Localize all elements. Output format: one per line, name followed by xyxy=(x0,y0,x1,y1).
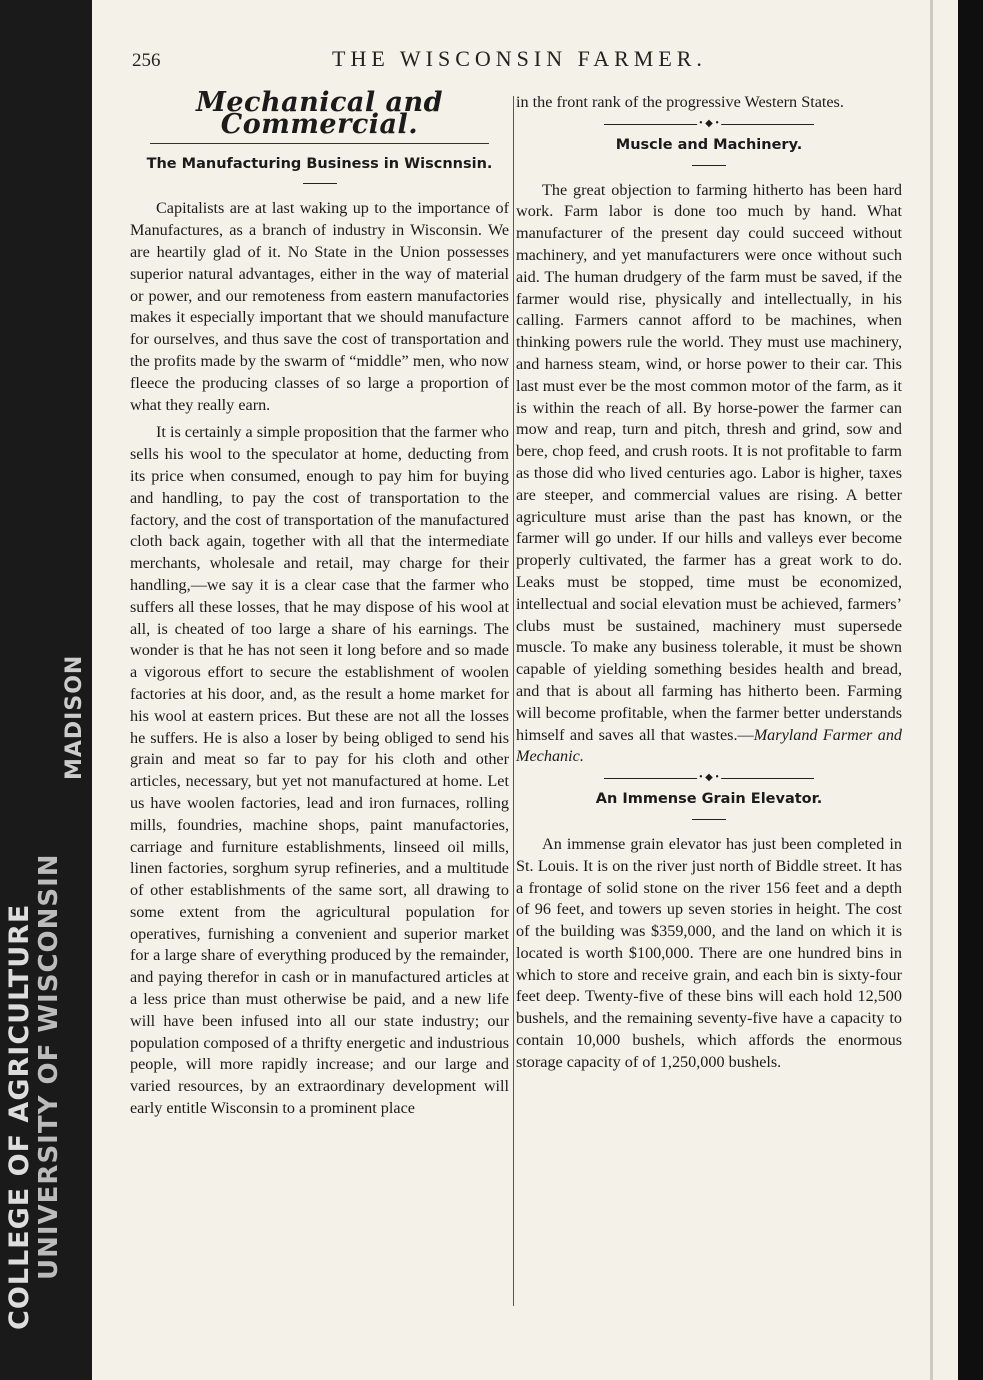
short-rule xyxy=(692,165,726,166)
page-number: 256 xyxy=(132,50,161,71)
stamp-line-3: MADISON xyxy=(62,654,87,780)
library-stamp-strip xyxy=(0,0,92,1380)
short-rule xyxy=(303,183,337,184)
newspaper-page xyxy=(92,0,958,1380)
article-continuation: in the front rank of the progressive Western States. xyxy=(516,93,844,111)
article-paragraph-text: The great objection to farming hitherto has been hard work. Farm labor is done too much by hand. What manufacturer of the present day could succeed without machinery, and yet manufacturers were once without such aid. The human drudgery of the farm must be saved, if the farmer would rise, physically and intellectually, in his calling. Farmers cannot afford to be machines, when thinking powers rule the world. They must use machinery, and harness steam, wind, or horse power to their car. This last must ever be the most common motor of the farm, as it is within the reach of all. By horse-power the farmer can mow and reap, turn and pitch, thresh and grind, sow and bere, chop feed, and crush roots. It is not profitable to farm as those did who lived centuries ago. Labor is higher, taxes are steeper, and commercial values are rising. A better agriculture must arise than the past has known, or the farmer will go under. If our hills and valleys ever become properly cultivated, the farmer has a great work to do. Leaks must be stopped, time must be economized, intellectual and social elevation must be achieved, farmers’ clubs must be sustained, machinery must supersede muscle. To make any business tolerable, it must be shown capable of yielding something besides health and bread, and that is about all farming has hitherto been. Farming will become profitable, when the farmer better understands himself and saves all that wastes.— xyxy=(516,180,902,744)
scan-border xyxy=(958,0,983,1380)
stamp-line-1: COLLEGE OF AGRICULTURE xyxy=(4,903,35,1330)
article-title-manufacturing: The Manufacturing Business in Wiscnnsin. xyxy=(146,155,493,172)
article-paragraph: An immense grain elevator has just been completed in St. Louis. It is on the river just north of Biddle street. It has a frontage of solid stone on the river 156 feet and a depth of 96 feet, and towers up seven stories in height. The cost of the building was $359,000, and the land on which it is located is worth $100,000. There are one hundred bins in which to store and receive grain, and each bin is sixty-four feet deep. Twenty-five of these bins will each hold 12,500 bushels, and the remaining seventy-five have a capacity to contain 10,000 bushels, which affords the enormous storage capacity of of 1,250,000 bushels. xyxy=(516,834,902,1071)
article-title-muscle: Muscle and Machinery. xyxy=(615,136,803,153)
article-paragraph: It is certainly a simple proposition that the farmer who sells his wool to the speculator at home, deducting from its price when consumed, enough to pay him for buying and handling, to pay the cost of transportation to the factory, and the cost of transportation of the manufactured cloth back again, together with all that the intermediate merchants, wholesale and retail, may charge for their handling,—we say it is a clear case that the farmer who suffers all these losses, that he may dispose of his wool at all, is cheated of too large a share of his earnings. The wonder is that he has not seen it long before and so made a vigorous effort to secure the establishment of woolen factories at his door, and, as the result a home market for his wool at eastern prices. But these are not all the losses he suffers. He is also a loser by being obliged to send his grain and meat so far to pay for his cloth and other articles, necessary, but yet not manufactured at home. Let us have woolen factories, lead and iron furnaces, rolling mills, foundries, machine shops, paint manufactories, carriage and furniture establishments, linseed oil mills, linen factories, sorghum syrup refineries, and a multitude of other establishments of the same sort, all drawing to some extent from the agricultural population for operatives, furnishing a convenient and superior market for a large share of everything produced by the remainder, and paying therefor in cash or in manufactured articles at a less price than must otherwise be paid, and a new life will have been infused into all our state industry; our population composed of a thrifty energetic and industrious people, will more rapidly increase; and our large and varied resources, by an extraordinary development will early entitle Wisconsin to a prominent place xyxy=(130,423,509,1118)
ornament-icon: • ◆ • xyxy=(699,772,719,784)
right-column xyxy=(516,92,902,1080)
article-paragraph: Capitalists are at last waking up to the importance of Manufactures, as a branch of industry in Wisconsin. We are heartily glad of it. No State in the Union possesses superior natural advantages, either in the way of material or power, and our remoteness from eastern manufactories makes it especially important that we should manufacture for ourselves, and thus save the cost of transportation and the profits made by the swarm of “middle” men, who now fleece the producing classes of so large a proportion of what they really earn. xyxy=(130,199,509,414)
article-source: Maryland Farmer and Mechanic. xyxy=(516,725,903,766)
left-column xyxy=(130,87,509,1126)
ornament-icon: • ◆ • xyxy=(699,117,719,129)
column-divider xyxy=(513,96,514,1306)
article-title-elevator: An Immense Grain Elevator. xyxy=(595,791,823,808)
ornament-divider xyxy=(604,772,814,784)
section-title-rule xyxy=(150,140,489,144)
section-title: Mechanical and Commercial. xyxy=(195,87,444,140)
page-edge xyxy=(930,0,933,1380)
article-paragraph xyxy=(516,180,902,769)
short-rule xyxy=(692,819,726,820)
running-title: THE WISCONSIN FARMER. xyxy=(332,46,707,71)
ornament-divider xyxy=(604,117,814,129)
page-header xyxy=(132,42,912,78)
stamp-line-2: UNIVERSITY OF WISCONSIN xyxy=(34,853,64,1280)
